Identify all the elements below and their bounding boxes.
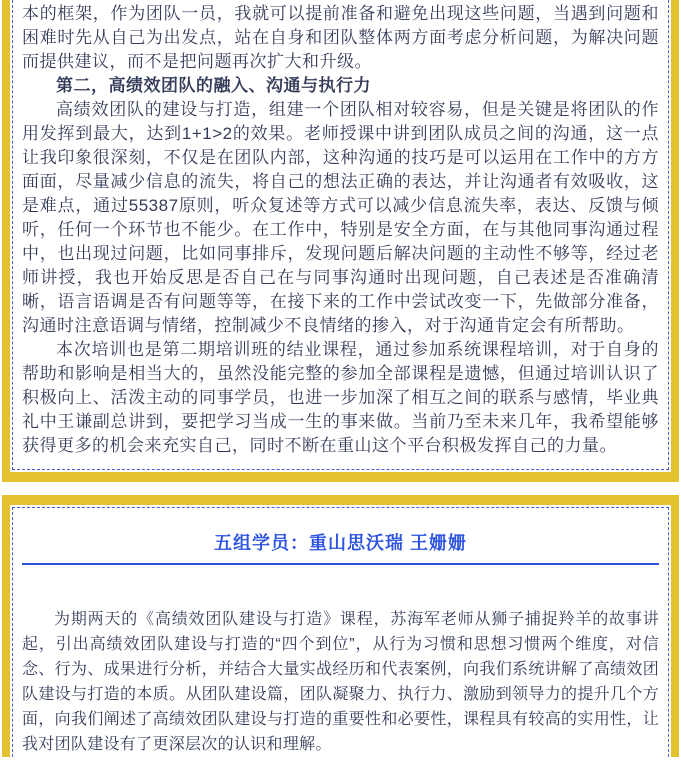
paragraph-course-intro: 为期两天的《高绩效团队建设与打造》课程，苏海军老师从狮子捕捉羚羊的故事讲起，引出高绩效团队建设与打造的“四个到位”，从行为习惯和思想习惯两个维度，对信念、行为、成果进行分析，并结合大量实战经历和代表案例，向我们系统讲解了高绩效团队建设与打造的本质。从团队建设篇，团队凝聚力、执行力、激励到领导力的提升几个方面，向我们阐述了高绩效团队建设与打造的重要性和必要性，课程具有较高的实用性，让我对团队建设有了更深层次的认识和理解。 — [22, 611, 659, 753]
title-divider-rule — [22, 563, 659, 565]
testimonial-box-group4 — [2, 0, 679, 482]
paragraph-continuation: 本的框架，作为团队一员，我就可以提前准备和避免出现这些问题，当遇到问题和困难时先从自己为出发点，站在自身和团队整体两方面考虑分析问题，为解决问题而提供建议，而不是把问题再次扩大和升级。 — [22, 4, 659, 71]
testimonial-box-group5 — [2, 495, 679, 757]
paragraph-communication: 高绩效团队的建设与打造，组建一个团队相对较容易，但是关键是将团队的作用发挥到最大，达到1+1>2的效果。老师授课中讲到团队成员之间的沟通，这一点让我印象很深刻，不仅是在团队内部，这种沟通的技巧是可以运用在工作中的方方面面，尽量减少信息的流失，将自己的想法正确的表达，并让沟通者有效吸收，这是难点，通过55387原则，听众复述等方式可以减少信息流失率，表达、反馈与倾听，任何一个环节也不能少。在工作中，特别是安全方面，在与其他同事沟通过程中，也出现过问题，比如同事排斥，发现问题后解决问题的主动性不够等，经过老师讲授，我也开始反思是否自己在与同事沟通时出现问题，自己表述是否准确清晰，语言语调是否有问题等等，在接下来的工作中尝试改变一下，先做部分准备，沟通时注意语调与情绪，控制减少不良情绪的掺入，对于沟通肯定会有所帮助。 — [22, 100, 659, 335]
paragraph-closing: 本次培训也是第二期培训班的结业课程，通过参加系统课程培训，对于自身的帮助和影响是相当大的，虽然没能完整的参加全部课程是遗憾，但通过培训认识了积极向上、活泼主动的同事学员，也进一步加深了相互之间的联系与感情，毕业典礼中王谦副总讲到，要把学习当成一生的事来做。当前乃至未来几年，我希望能够获得更多的机会来充实自己，同时不断在重山这个平台积极发挥自己的力量。 — [22, 340, 659, 455]
group-title: 五组学员：重山思沃瑞 王姗姗 — [214, 533, 467, 553]
testimonial-box-group4-inner — [12, 0, 669, 470]
subheading-second-point: 第二，高绩效团队的融入、沟通与执行力 — [56, 76, 371, 95]
testimonial-box-group5-inner — [12, 507, 669, 757]
